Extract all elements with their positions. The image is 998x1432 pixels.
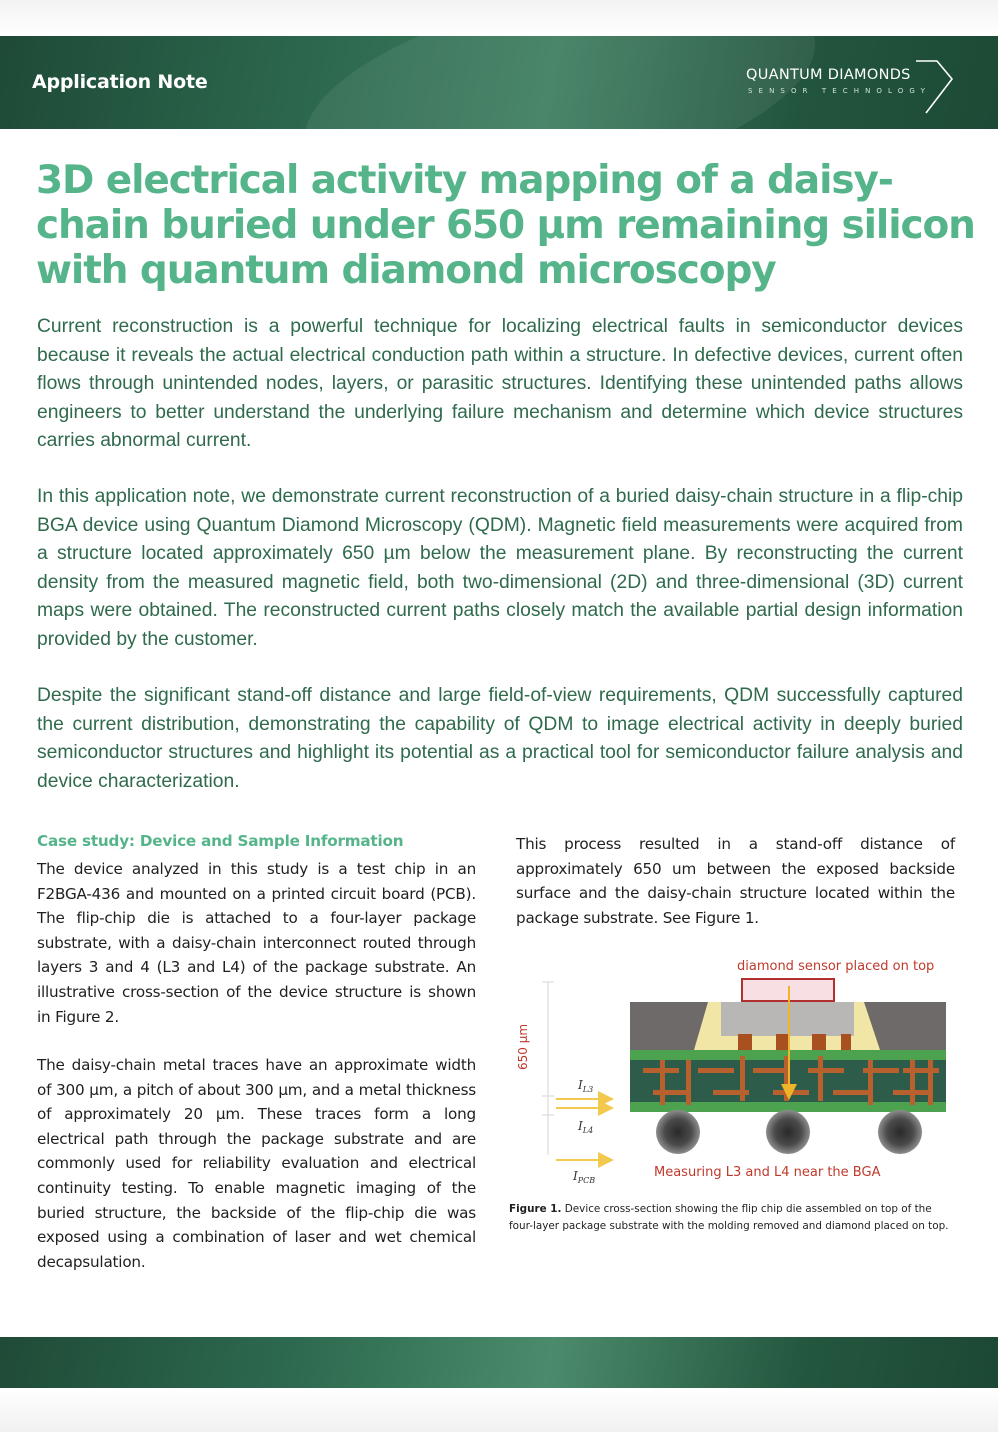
section-heading: Case study: Device and Sample Information — [37, 832, 404, 850]
depth-label: 650 µm — [516, 1023, 530, 1070]
body-paragraph: The daisy-chain metal traces have an approximate width of 300 µm, a pitch of about 300 µm, and a metal thickness of approximately 20 µm. These traces form a long electrical path through the package substrate and are commonly used for reliability evaluation and electrical continuity testing. To enable magnetic imaging of the buried structure, the backside of the flip-chip die was exposed using a combination of laser and wet chemical decapsulation. — [37, 1056, 476, 1271]
bottom-margin — [0, 1388, 998, 1432]
header-banner — [0, 36, 998, 129]
top-margin — [0, 0, 998, 36]
brand-tagline: SENSOR TECHNOLOGY — [748, 87, 931, 95]
figure-caption — [509, 1201, 954, 1234]
body-paragraph: The device analyzed in this study is a test chip in an F2BGA-436 and mounted on a printed circuit board (PCB). The flip-chip die is attached to a four-layer package substrate, with a daisy-chain interconnect routed through layers 3 and 4 (L3 and L4) of the package substrate. An illustrative cross-section of the device structure is shown in Figure 2. — [37, 860, 476, 1026]
bga-balls — [656, 1110, 922, 1154]
intro-paragraph: In this application note, we demonstrate current reconstruction of a buried daisy-chain structure in a flip-chip BGA device using Quantum Diamond Microscopy (QDM). Magnetic field measurements were acquired from a structure located approximately 650 µm below the measurement plane. By reconstructing the current density from the measured magnetic field, both two-dimensional (2D) and three-dimensional (3D) current maps were obtained. The reconstructed current paths closely match the available partial design information provided by the customer. — [37, 486, 963, 650]
current-label-l4: $I_{L4}$ — [578, 1119, 594, 1135]
brand-logo — [746, 67, 956, 117]
document-type-label: Application Note — [32, 71, 208, 93]
sensor-label: diamond sensor placed on top — [737, 959, 935, 974]
intro-paragraph: Current reconstruction is a powerful technique for localizing electrical faults in semiconductor devices because it reveals the actual electrical conduction path within a structure. In defective devices, current often flows through unintended nodes, layers, or parasitic structures. Identifying these unintended paths allows engineers to better understand the underlying failure mechanism and determine which device structures carries abnormal current. — [37, 316, 963, 451]
current-label-pcb: $I_{PCB}$ — [573, 1169, 596, 1185]
caption-text: Device cross-section showing the flip chip die assembled on top of the four-layer package substrate with the molding removed and diamond placed on top. — [509, 1203, 949, 1232]
brand-name: QUANTUM DIAMONDS — [746, 67, 911, 83]
cross-section-figure — [508, 950, 958, 1195]
current-label-l3: $I_{L3}$ — [578, 1078, 594, 1094]
chevron-arrow-icon — [904, 55, 954, 119]
page-title: 3D electrical activity mapping of a daisy-chain buried under 650 µm remaining silicon with quantum diamond microscopy — [36, 158, 975, 293]
measure-label: Measuring L3 and L4 near the BGA — [654, 1165, 881, 1180]
flip-chip-die — [721, 1002, 854, 1036]
caption-label: Figure 1. — [509, 1203, 562, 1215]
body-paragraph: This process resulted in a stand-off distance of approximately 650 um between the exposed backside surface and the daisy-chain structure located within the package substrate. See Figure 1. — [516, 835, 955, 927]
footer-banner — [0, 1337, 998, 1388]
intro-paragraph: Despite the significant stand-off distance and large field-of-view requirements, QDM successfully captured the current distribution, demonstrating the capability of QDM to image electrical activity in deeply buried semiconductor structures and highlight its potential as a practical tool for semiconductor failure analysis and device characterization. — [37, 685, 963, 792]
